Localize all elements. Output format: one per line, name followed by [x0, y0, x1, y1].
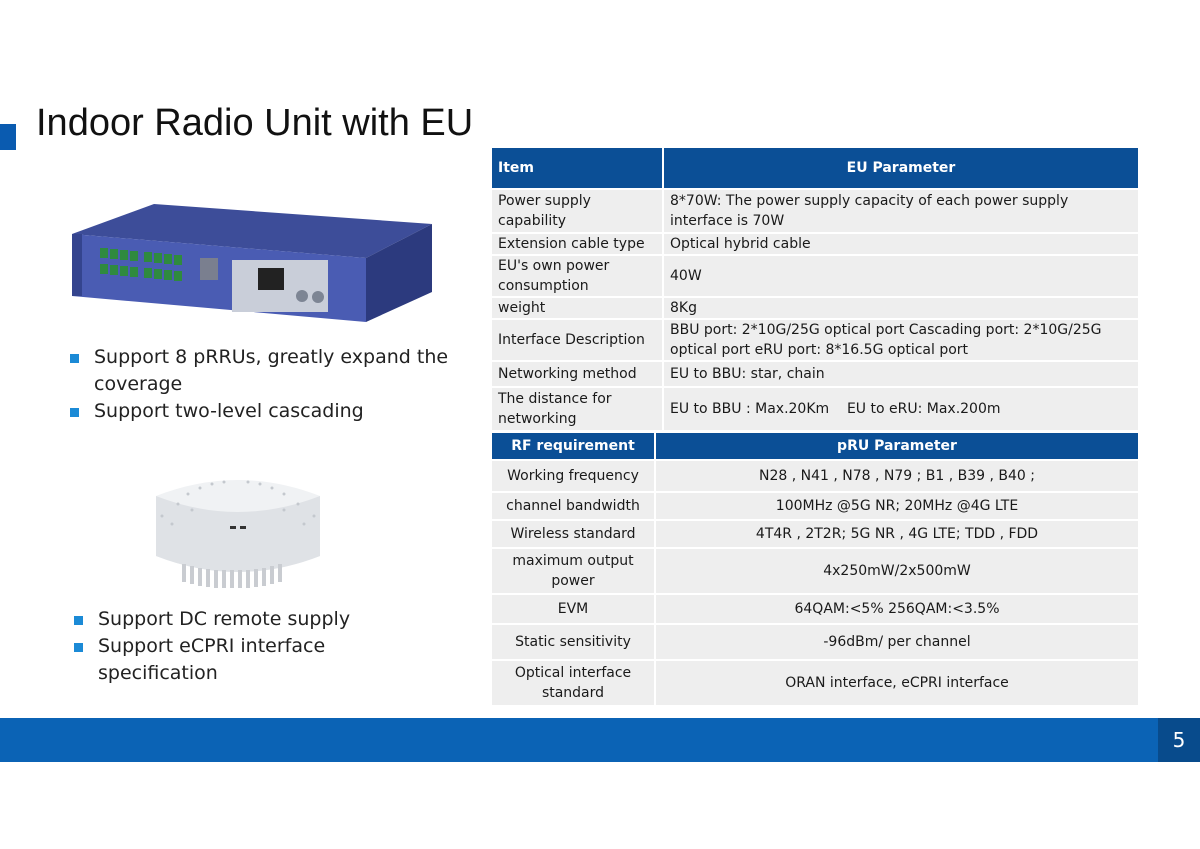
eu-feature-item: Support two-level cascading [66, 398, 456, 425]
table-cell: weight [492, 297, 663, 319]
table-cell: 40W [663, 255, 1139, 297]
table-cell: -96dBm/ per channel [655, 624, 1139, 660]
eu-device-image [66, 198, 436, 328]
table-cell: 4T4R , 2T2R; 5G NR , 4G LTE; TDD , FDD [655, 520, 1139, 548]
table-row [492, 387, 1139, 431]
table-cell: maximum output power [492, 548, 655, 594]
table-cell: Networking method [492, 361, 663, 387]
table-header-row [492, 433, 1139, 460]
table-cell: Optical interface standard [492, 660, 655, 706]
pru-feature-list [70, 606, 400, 687]
eu-feature-list [66, 344, 456, 425]
table-cell: Power supply capability [492, 189, 663, 233]
table-cell: The distance for networking [492, 387, 663, 431]
table-cell: EU's own power consumption [492, 255, 663, 297]
table-cell: EVM [492, 594, 655, 624]
page-number: 5 [1158, 718, 1200, 762]
table-cell: Optical hybrid cable [663, 233, 1139, 255]
table-cell: Static sensitivity [492, 624, 655, 660]
table-cell: N28 , N41 , N78 , N79 ; B1 , B39 , B40 ; [655, 460, 1139, 492]
bullet-square-icon [70, 354, 79, 363]
table-row [492, 189, 1139, 233]
table-cell: Working frequency [492, 460, 655, 492]
table-cell: 64QAM:<5% 256QAM:<3.5% [655, 594, 1139, 624]
table-cell: BBU port: 2*10G/25G optical port Cascading port: 2*10G/25G optical port eRU port: 8*16.5G optical port [663, 319, 1139, 361]
footer-bar [0, 718, 1200, 762]
bullet-square-icon [74, 616, 83, 625]
table-row [492, 233, 1139, 255]
table-cell: 100MHz @5G NR; 20MHz @4G LTE [655, 492, 1139, 520]
table-row [492, 660, 1139, 706]
column-header: pRU Parameter [655, 433, 1139, 460]
table-row [492, 520, 1139, 548]
page-title: Indoor Radio Unit with EU [36, 102, 474, 144]
table-cell: EU to BBU : Max.20Km EU to eRU: Max.200m [663, 387, 1139, 431]
table-row [492, 361, 1139, 387]
table-row [492, 460, 1139, 492]
table-cell: Extension cable type [492, 233, 663, 255]
table-row [492, 492, 1139, 520]
table-cell: ORAN interface, eCPRI interface [655, 660, 1139, 706]
column-header: Item [492, 148, 663, 189]
table-cell: 8*70W: The power supply capacity of each power supply interface is 70W [663, 189, 1139, 233]
eu-feature-item: Support 8 pRRUs, greatly expand the coverage [66, 344, 456, 398]
table-row [492, 255, 1139, 297]
bullet-square-icon [70, 408, 79, 417]
table-row [492, 297, 1139, 319]
table-cell: 8Kg [663, 297, 1139, 319]
table-cell: 4x250mW/2x500mW [655, 548, 1139, 594]
bullet-square-icon [74, 643, 83, 652]
column-header: EU Parameter [663, 148, 1139, 189]
table-header-row [492, 148, 1139, 189]
table-cell: Interface Description [492, 319, 663, 361]
pru-device-image [148, 464, 328, 598]
table-cell: channel bandwidth [492, 492, 655, 520]
table-row [492, 594, 1139, 624]
eu-parameter-table [492, 148, 1140, 432]
table-row [492, 319, 1139, 361]
pru-feature-item: Support DC remote supply [70, 606, 400, 633]
table-cell: Wireless standard [492, 520, 655, 548]
pru-feature-item: Support eCPRI interface specification [70, 633, 400, 687]
table-row [492, 548, 1139, 594]
table-row [492, 624, 1139, 660]
pru-parameter-table [492, 433, 1140, 707]
table-cell: EU to BBU: star, chain [663, 361, 1139, 387]
column-header: RF requirement [492, 433, 655, 460]
title-accent-marker [0, 124, 16, 150]
